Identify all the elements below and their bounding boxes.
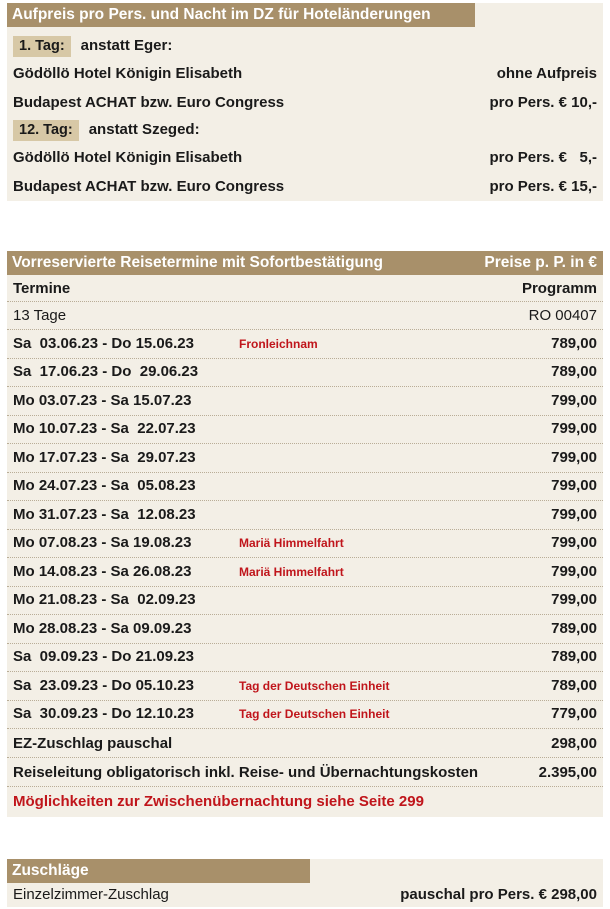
hotel-name: Budapest ACHAT bzw. Euro Congress	[13, 178, 285, 195]
termine-header	[7, 251, 603, 275]
hotel-row	[7, 88, 603, 117]
hotel-price: pro Pers. € 10,-	[489, 94, 597, 111]
date-range: Mo 28.08.23 - Sa 09.09.23	[13, 619, 192, 637]
hotel-row	[7, 59, 603, 88]
date-price: 799,00	[551, 477, 597, 494]
day-12-label: 12. Tag:	[13, 120, 79, 141]
date-price: 799,00	[551, 562, 597, 580]
termine-header-text: Vorreservierte Reisetermine mit Sofortbestätigung	[12, 254, 383, 271]
date-price: 789,00	[551, 619, 597, 637]
duration: 13 Tage	[13, 306, 67, 324]
program-code: RO 00407	[528, 306, 597, 324]
date-row	[7, 530, 603, 559]
aufpreis-header-text: Aufpreis pro Pers. und Nacht im DZ für Hoteländerungen	[12, 6, 431, 23]
date-price: 799,00	[551, 505, 597, 523]
date-range: Mo 21.08.23 - Sa 02.09.23	[13, 591, 196, 608]
date-range: Mo 10.07.23 - Sa 22.07.23	[13, 420, 196, 437]
date-range: Sa 30.09.23 - Do 12.10.23	[13, 705, 194, 722]
date-row	[7, 444, 603, 473]
termine-column-header	[7, 275, 603, 302]
date-range: Mo 07.08.23 - Sa 19.08.23	[13, 534, 192, 551]
date-range: Sa 23.09.23 - Do 05.10.23	[13, 676, 194, 694]
date-row	[7, 473, 603, 502]
holiday-note: Tag der Deutschen Einheit	[239, 707, 390, 721]
col-programm: Programm	[521, 279, 597, 297]
day-12-row	[7, 117, 603, 143]
zuschlaege-panel	[7, 859, 603, 907]
date-row	[7, 387, 603, 416]
zuschlag-label: Einzelzimmer-Zuschlag	[13, 886, 169, 903]
date-row	[7, 501, 603, 530]
hotel-name: Gödöllö Hotel Königin Elisabeth	[13, 65, 243, 82]
holiday-note: Mariä Himmelfahrt	[239, 564, 344, 579]
date-range: Mo 14.08.23 - Sa 26.08.23	[13, 562, 192, 580]
duration-row	[7, 302, 603, 330]
date-row	[7, 587, 603, 616]
zwischenuebernachtung-hint: Möglichkeiten zur Zwischenübernachtung siehe Seite 299	[13, 793, 424, 810]
date-row	[7, 615, 603, 644]
date-row	[7, 672, 603, 701]
date-rows	[7, 330, 603, 729]
date-row	[7, 416, 603, 445]
reiseleitung-label: Reiseleitung obligatorisch inkl. Reise- und Übernachtungskosten	[13, 763, 479, 781]
date-range: Sa 03.06.23 - Do 15.06.23	[13, 334, 194, 352]
hotel-row	[7, 172, 603, 201]
date-row	[7, 330, 603, 359]
termine-header-right: Preise p. P. in €	[484, 254, 597, 271]
ez-row	[7, 729, 603, 758]
date-price: 789,00	[551, 363, 597, 380]
reiseleitung-price: 2.395,00	[538, 763, 597, 781]
day-12-instead: anstatt Szeged:	[88, 121, 200, 138]
date-row	[7, 558, 603, 587]
date-price: 799,00	[551, 534, 597, 551]
holiday-note: Fronleichnam	[239, 336, 318, 351]
zuschlag-price: pauschal pro Pers. € 298,00	[400, 886, 597, 903]
date-price: 789,00	[551, 648, 597, 665]
day-1-label: 1. Tag:	[13, 36, 71, 57]
zuschlaege-header-text: Zuschläge	[12, 862, 89, 879]
hotel-price: ohne Aufpreis	[496, 65, 597, 82]
date-price: 789,00	[551, 676, 597, 694]
date-row	[7, 359, 603, 388]
date-price: 779,00	[551, 705, 597, 722]
date-price: 799,00	[551, 591, 597, 608]
holiday-note: Tag der Deutschen Einheit	[239, 678, 390, 693]
date-row	[7, 701, 603, 730]
hotel-name: Gödöllö Hotel Königin Elisabeth	[13, 149, 243, 166]
date-range: Mo 31.07.23 - Sa 12.08.23	[13, 505, 196, 523]
date-range: Mo 17.07.23 - Sa 29.07.23	[13, 448, 196, 466]
date-price: 789,00	[551, 334, 597, 352]
day-1-row	[7, 33, 603, 59]
date-range: Sa 09.09.23 - Do 21.09.23	[13, 648, 194, 665]
holiday-note: Mariä Himmelfahrt	[239, 536, 344, 550]
date-price: 799,00	[551, 448, 597, 466]
hotel-row	[7, 143, 603, 172]
ez-label: EZ-Zuschlag pauschal	[13, 734, 173, 752]
col-termine: Termine	[13, 279, 71, 297]
zuschlaege-header	[7, 859, 310, 883]
date-price: 799,00	[551, 420, 597, 437]
ez-price: 298,00	[551, 734, 597, 752]
date-range: Mo 24.07.23 - Sa 05.08.23	[13, 477, 196, 494]
hotel-name: Budapest ACHAT bzw. Euro Congress	[13, 94, 285, 111]
zuschlag-row	[7, 883, 603, 907]
aufpreis-header	[7, 3, 475, 27]
date-range: Mo 03.07.23 - Sa 15.07.23	[13, 391, 192, 409]
date-range: Sa 17.06.23 - Do 29.06.23	[13, 363, 199, 380]
hotel-price: pro Pers. € 15,-	[489, 178, 597, 195]
aufpreis-panel	[7, 3, 603, 201]
hotel-price: pro Pers. € 5,-	[489, 149, 597, 166]
day-1-instead: anstatt Eger:	[80, 37, 173, 54]
date-price: 799,00	[551, 391, 597, 409]
termine-panel	[7, 251, 603, 817]
reiseleitung-row	[7, 758, 603, 787]
date-row	[7, 644, 603, 673]
